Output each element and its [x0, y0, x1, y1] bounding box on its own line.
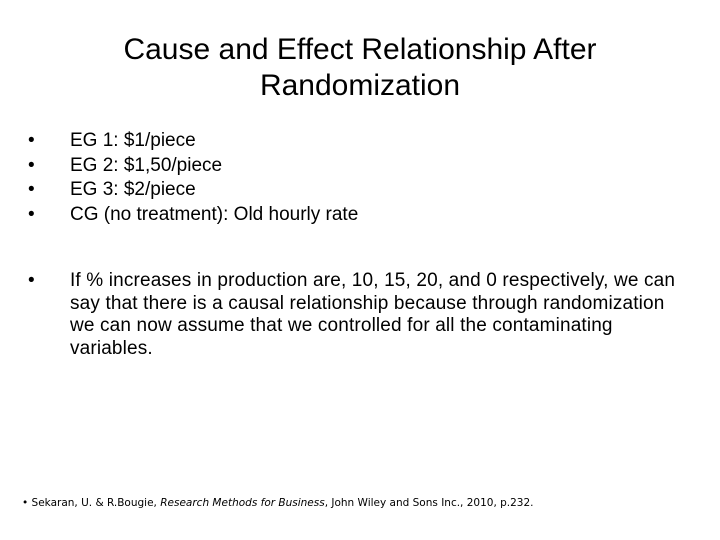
list-item — [28, 178, 358, 203]
citation-publisher: , John Wiley and Sons Inc., 2010, p.232. — [324, 497, 534, 509]
title-line-2: Randomization — [259, 69, 461, 102]
bullet-icon: • — [28, 154, 35, 176]
bullet-icon: • — [28, 130, 35, 151]
citation — [22, 497, 534, 509]
treatment-list — [28, 129, 358, 227]
list-item-text: EG 1: $1/piece — [70, 130, 196, 151]
conclusion-list — [28, 270, 678, 360]
list-item-text: EG 2: $1,50/piece — [70, 154, 223, 176]
bullet-icon: • — [28, 203, 35, 225]
citation-bullet: • — [22, 497, 29, 509]
citation-authors: Sekaran, U. & R.Bougie, — [31, 497, 161, 509]
title-line-1: Cause and Effect Relationship After — [123, 33, 597, 66]
slide-title — [40, 32, 680, 104]
bullet-icon: • — [28, 179, 35, 200]
list-item — [28, 129, 358, 154]
citation-book-title: Research Methods for Business — [160, 497, 325, 509]
list-item — [28, 203, 358, 228]
conclusion-text: If % increases in production are, 10, 15, 20, and 0 respectively, we can say that there is a causal relationship because through randomization we can now assume that we controlled for all the contaminating variables. — [70, 270, 676, 359]
list-item-text: CG (no treatment): Old hourly rate — [70, 203, 359, 225]
list-item — [28, 154, 358, 179]
list-item-text: EG 3: $2/piece — [70, 179, 196, 200]
bullet-icon: • — [28, 270, 35, 291]
list-item — [28, 270, 678, 360]
